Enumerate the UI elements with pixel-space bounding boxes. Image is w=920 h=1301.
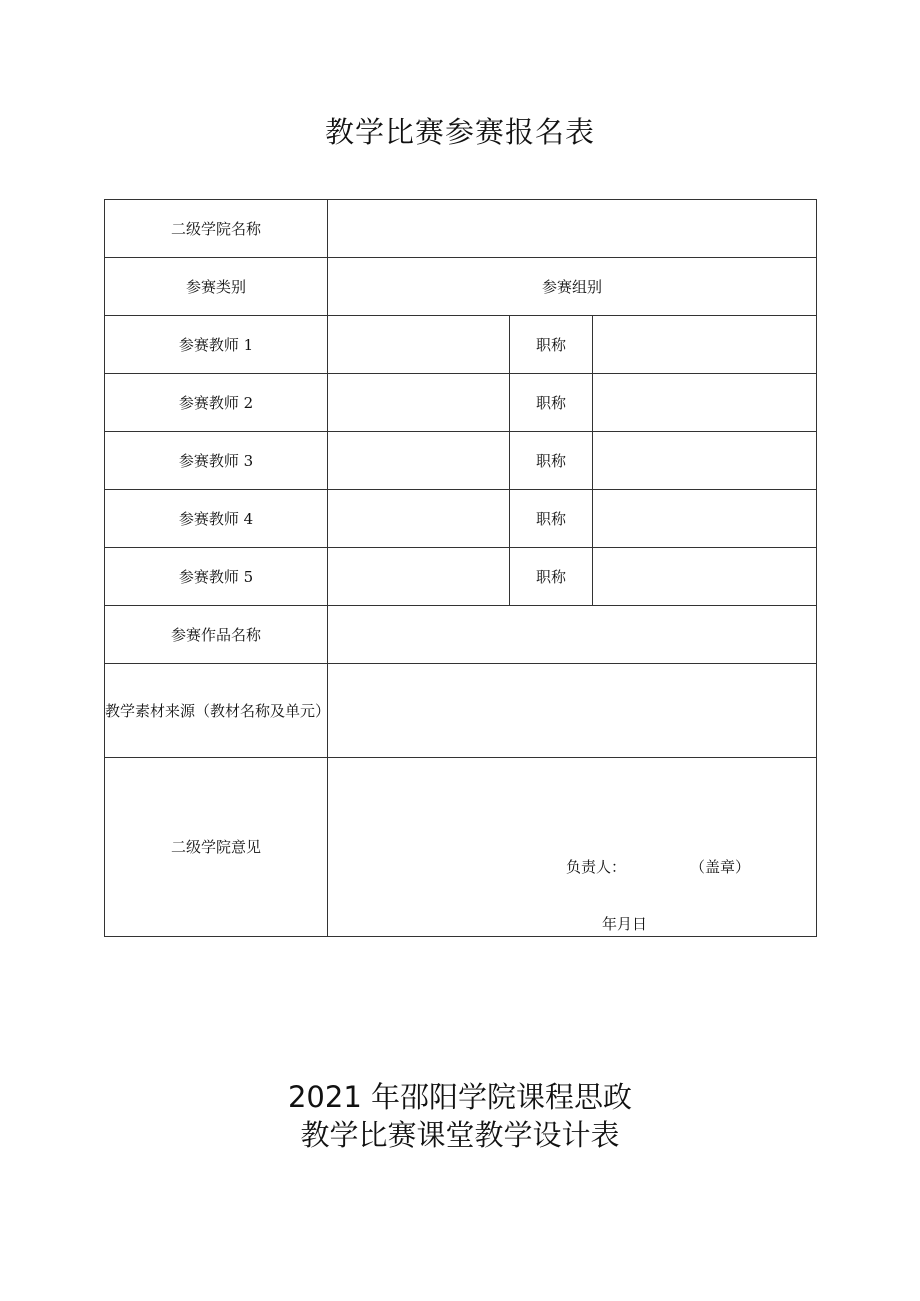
second-title [0, 1078, 920, 1154]
teacher-name-cell[interactable] [328, 316, 510, 374]
page-title: 教学比赛参赛报名表 [324, 115, 595, 149]
opinion-label: 二级学院意见 [105, 758, 328, 937]
category-row [105, 258, 817, 316]
teacher-row [105, 316, 817, 374]
material-row [105, 664, 817, 758]
second-title-line2: 教学比赛课堂教学设计表 [300, 1118, 620, 1152]
opinion-cell[interactable] [328, 758, 817, 937]
college-value-cell[interactable] [328, 200, 817, 258]
teacher-title-label: 职称 [510, 548, 593, 606]
teacher-title-cell[interactable] [593, 374, 817, 432]
category-label: 参赛类别 [105, 258, 328, 316]
teacher-label: 参赛教师 1 [105, 316, 328, 374]
work-name-label: 参赛作品名称 [105, 606, 328, 664]
teacher-title-label: 职称 [510, 316, 593, 374]
teacher-title-label: 职称 [510, 374, 593, 432]
teacher-name-cell[interactable] [328, 548, 510, 606]
teacher-title-cell[interactable] [593, 316, 817, 374]
teacher-title-cell[interactable] [593, 548, 817, 606]
registration-form-table [104, 199, 817, 937]
teacher-row [105, 374, 817, 432]
work-name-cell[interactable] [328, 606, 817, 664]
teacher-name-cell[interactable] [328, 432, 510, 490]
teacher-title-label: 职称 [510, 490, 593, 548]
material-label: 教学素材来源（教材名称及单元） [105, 664, 328, 758]
group-label: 参赛组别 [328, 258, 817, 316]
teacher-title-cell[interactable] [593, 490, 817, 548]
opinion-row [105, 758, 817, 937]
teacher-name-cell[interactable] [328, 490, 510, 548]
signer-label: 负责人： [566, 858, 627, 876]
college-label: 二级学院名称 [105, 200, 328, 258]
work-name-row [105, 606, 817, 664]
teacher-title-cell[interactable] [593, 432, 817, 490]
teacher-label: 参赛教师 5 [105, 548, 328, 606]
college-row [105, 200, 817, 258]
teacher-name-cell[interactable] [328, 374, 510, 432]
teacher-label: 参赛教师 3 [105, 432, 328, 490]
teacher-label: 参赛教师 4 [105, 490, 328, 548]
teacher-row [105, 548, 817, 606]
teacher-title-label: 职称 [510, 432, 593, 490]
seal-label: （盖章） [690, 858, 751, 876]
material-cell[interactable] [328, 664, 817, 758]
teacher-row [105, 490, 817, 548]
date-label: 年月日 [602, 915, 648, 933]
second-title-line1: 2021 年邵阳学院课程思政 [287, 1080, 633, 1114]
teacher-label: 参赛教师 2 [105, 374, 328, 432]
teacher-row [105, 432, 817, 490]
